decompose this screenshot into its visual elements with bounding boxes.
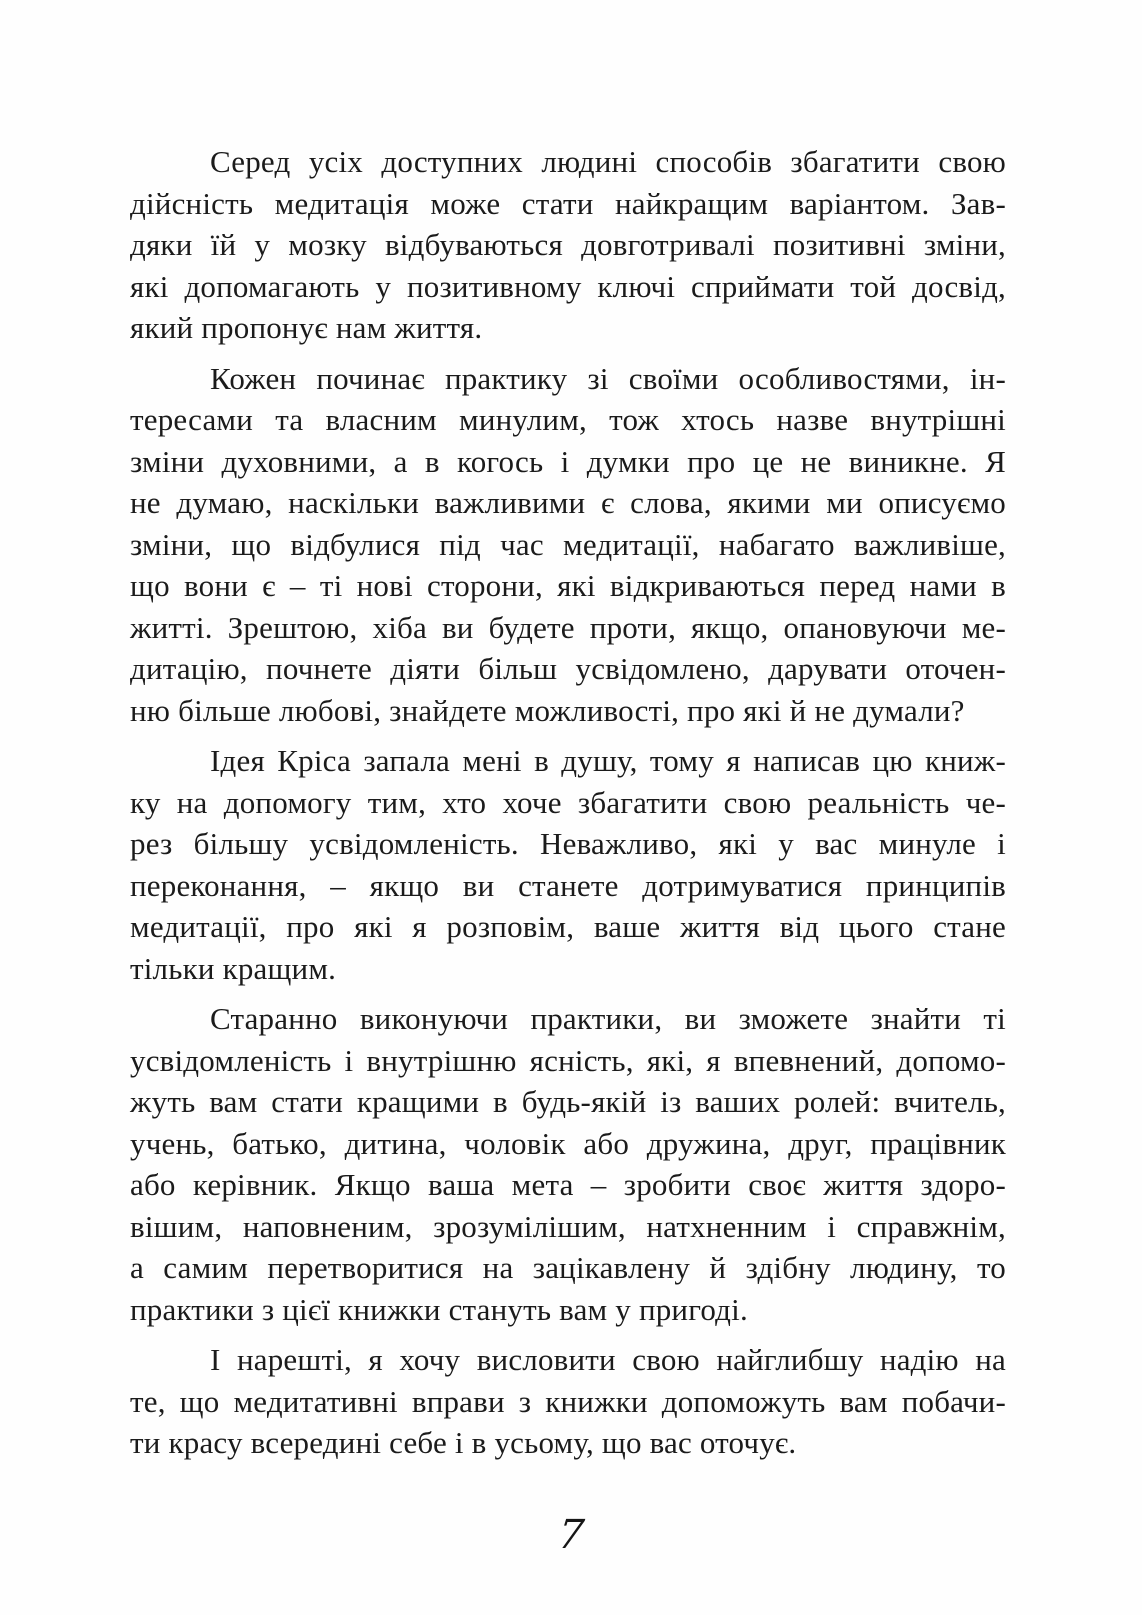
text-line: І нарешті, я хочу висловити свою найглибшу надію на [210,1342,1006,1377]
page-number: 7 [555,1512,587,1558]
text-line: або керівник. Якщо ваша мета – зробити своє життя здоро- [130,1167,1006,1202]
text-line: Ідея Кріса запала мені в душу, тому я написав цю книж- [210,743,1006,778]
text-line: Кожен починає практику зі своїми особливостями, ін- [210,360,1006,396]
text-line: переконання, – якщо ви станете дотримуватися принципів [130,867,1006,903]
text-line: ти красу всередині себе і в усьому, що вас оточує. [130,1425,797,1460]
text-line: учень, батько, дитина, чоловік або дружина, друг, працівник [130,1125,1006,1161]
text-line: вішим, наповненим, зрозумілішим, натхненним і справжнім, [130,1208,1006,1244]
text-line: тільки кращим. [130,950,337,986]
text-line: які допомагають у позитивному ключі сприймати той досвід, [130,268,1006,304]
text-line: те, що медитативні вправи з книжки допоможуть вам побачи- [130,1383,1006,1419]
paragraph-4 [130,998,1006,1330]
text-line: зміни, що відбулися під час медитації, набагато важливіше, [130,526,1006,562]
text-line: а самим перетворитися на зацікавлену й здібну людину, то [130,1250,1006,1285]
text-line: Серед усіх доступних людині способів збагатити свою [210,144,1006,179]
text-line: тересами та власним минулим, тож хтось назве внутрішні [130,402,1006,437]
text-line: жуть вам стати кращими в будь-якій із ваших ролей: вчитель, [130,1084,1006,1119]
paragraph-1 [130,141,1006,349]
paragraph-5 [130,1339,1006,1464]
text-line: житті. Зрештою, хіба ви будете проти, якщо, опановуючи ме- [130,609,1006,645]
paragraph-2 [130,358,1006,732]
paragraph-3 [130,740,1006,989]
page-body [130,141,1006,1473]
text-line: що вони є – ті нові сторони, які відкриваються перед нами в [130,568,1006,603]
text-line: який пропонує нам життя. [130,310,483,345]
text-line: Старанно виконуючи практики, ви зможете знайти ті [210,1001,1006,1036]
text-line: рез більшу усвідомленість. Неважливо, які у вас минуле і [130,826,1006,861]
text-line: ку на допомогу тим, хто хоче збагатити свою реальність че- [130,784,1006,820]
text-line: практики з цієї книжки стануть вам у пригоді. [130,1291,748,1327]
text-line: дяки їй у мозку відбуваються довготривалі позитивні зміни, [130,227,1006,262]
text-line: медитації, про які я розповім, ваше життя від цього стане [130,909,1006,944]
text-line: зміни духовними, а в когось і думки про це не виникне. Я [130,443,1006,479]
text-line: дійсність медитація може стати найкращим варіантом. Зав- [130,185,1006,221]
text-line: не думаю, наскільки важливими є слова, якими ми описуємо [130,485,1006,520]
text-line: усвідомленість і внутрішню ясність, які, я впевнений, допомо- [130,1042,1006,1078]
text-line: ню більше любові, знайдете можливості, про які й не думали? [130,692,965,728]
text-line: дитацію, почнете діяти більш усвідомлено, дарувати оточен- [130,651,1006,686]
